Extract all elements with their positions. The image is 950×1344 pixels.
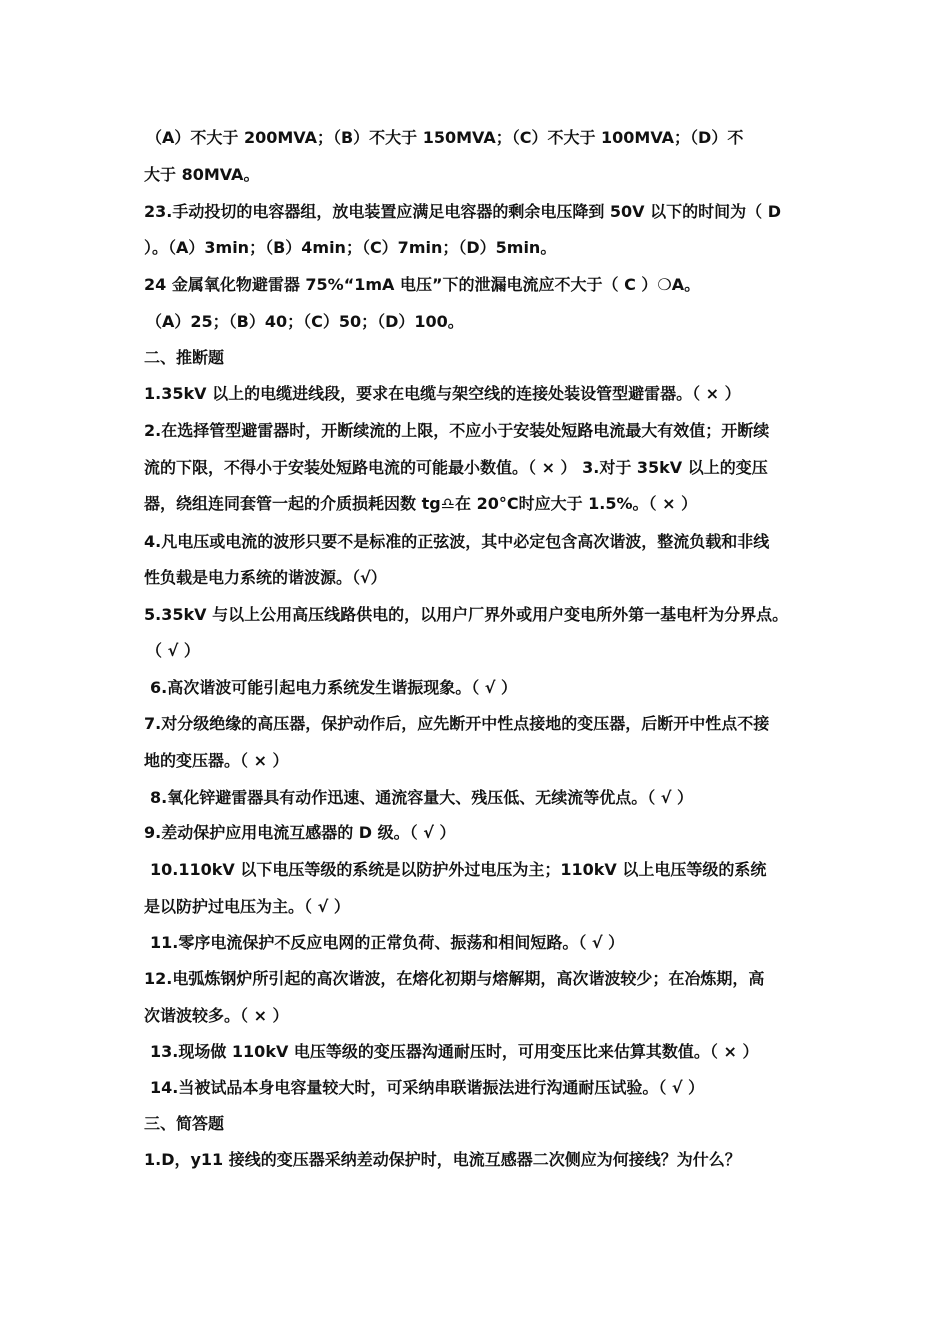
judgment-13: 13.现场做 110kV 电压等级的变压器沟通耐压时，可用变压比来估算其数值。（ × ） xyxy=(150,1042,759,1061)
judgment-7-line-2: 地的变压器。（ × ） xyxy=(144,751,289,770)
judgment-4-line-1: 4.凡电压或电流的波形只要不是标准的正弦波，其中必定包含高次谐波，整流负载和非线 xyxy=(144,532,770,551)
judgment-7-line-1: 7.对分级绝缘的高压器，保护动作后，应先断开中性点接地的变压器，后断开中性点不接 xyxy=(144,714,770,733)
judgment-12-line-2: 次谐波较多。（ × ） xyxy=(144,1006,289,1025)
judgment-2-line-2: 流的下限，不得小于安装处短路电流的可能最小数值。（ × ） 3.对于 35kV 以上的变压 xyxy=(144,458,768,477)
judgment-10-line-1: 10.110kV 以下电压等级的系统是以防护外过电压为主；110kV 以上电压等级的系统 xyxy=(150,860,767,879)
judgment-3-line-2: 器，绕组连同套管一起的介质损耗因数 tg♎在 20°C时应大于 1.5%。（ × ） xyxy=(144,494,698,513)
judgment-6: 6.高次谐波可能引起电力系统发生谐振现象。（ √ ） xyxy=(150,678,518,697)
judgment-9: 9.差动保护应用电流互感器的 D 级。（ √ ） xyxy=(144,823,456,842)
judgment-11: 11.零序电流保护不反应电网的正常负荷、振荡和相间短路。（ √ ） xyxy=(150,933,625,952)
q24-options: （A）25；（B）40；（C）50；（D）100。 xyxy=(146,312,464,331)
judgment-5-line-2: （ √ ） xyxy=(146,641,200,660)
q24-line-1: 24 金属氧化物避雷器 75%“1mA 电压”下的泄漏电流应不大于（ C ）❍A。 xyxy=(144,275,701,294)
q22-options-line-1: （A）不大于 200MVA；（B）不大于 150MVA；（C）不大于 100MVA；（D）不 xyxy=(146,128,744,147)
q22-options-line-2: 大于 80MVA。 xyxy=(144,165,260,184)
judgment-12-line-1: 12.电弧炼钢炉所引起的高次谐波，在熔化初期与熔解期，高次谐波较少；在冶炼期，高 xyxy=(144,969,765,988)
judgment-4-line-2: 性负载是电力系统的谐波源。（√） xyxy=(144,568,387,587)
q23-line-2: ）。（A）3min；（B）4min；（C）7min；（D）5min。 xyxy=(144,238,557,257)
short-answer-1: 1.D，y11 接线的变压器采纳差动保护时，电流互感器二次侧应为何接线？为什么？ xyxy=(144,1150,741,1169)
section-heading-short-answer: 三、简答题 xyxy=(144,1114,225,1133)
judgment-14: 14.当被试品本身电容量较大时，可采纳串联谐振法进行沟通耐压试验。（ √ ） xyxy=(150,1078,705,1097)
judgment-2-line-1: 2.在选择管型避雷器时，开断续流的上限，不应小于安装处短路电流最大有效值；开断续 xyxy=(144,421,770,440)
q23-line-1: 23.手动投切的电容器组，放电装置应满足电容器的剩余电压降到 50V 以下的时间为（ D xyxy=(144,202,781,221)
judgment-8: 8.氧化锌避雷器具有动作迅速、通流容量大、残压低、无续流等优点。（ √ ） xyxy=(150,788,694,807)
judgment-5-line-1: 5.35kV 与以上公用高压线路供电的，以用户厂界外或用户变电所外第一基电杆为分界点。 xyxy=(144,605,789,624)
section-heading-judgment: 二、推断题 xyxy=(144,348,225,367)
judgment-1: 1.35kV 以上的电缆进线段，要求在电缆与架空线的连接处装设管型避雷器。（ × ） xyxy=(144,384,741,403)
judgment-10-line-2: 是以防护过电压为主。（ √ ） xyxy=(144,897,350,916)
